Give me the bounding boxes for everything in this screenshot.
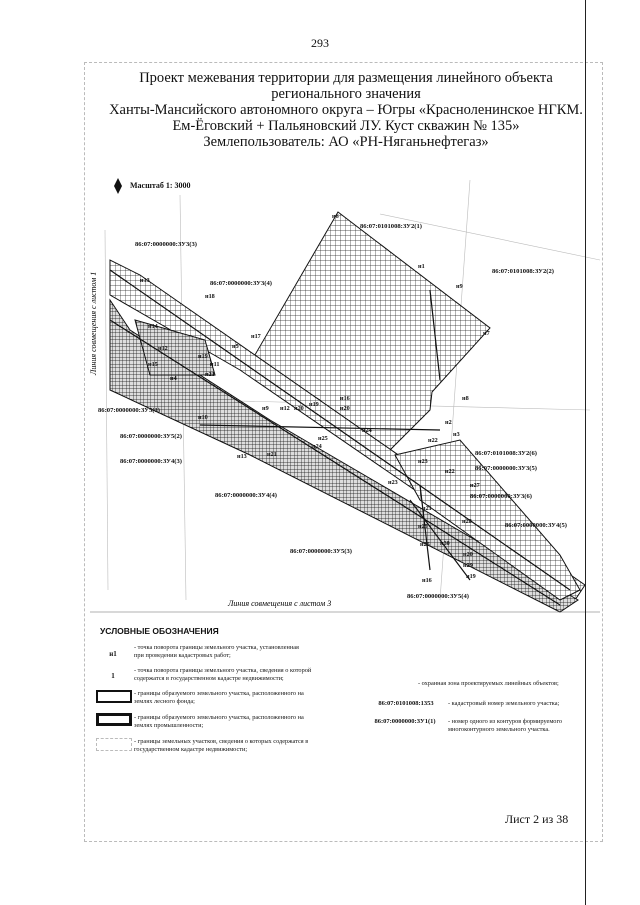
legend-symbol: 86:07:0000000:ЗУ1(1) (374, 718, 436, 725)
point-label: н20 (294, 405, 304, 412)
parcel-label: 86:07:0000000:ЗУ3(3) (135, 241, 197, 248)
legend-text: - охранная зона проектируемых линейных объектов; (418, 680, 559, 687)
legend-symbol: 1 (111, 672, 115, 680)
scan-edge-line (585, 0, 586, 905)
point-label: н24 (362, 427, 372, 434)
point-label: н21 (205, 371, 215, 378)
parcel-label: 86:07:0000000:ЗУ3(4) (210, 280, 272, 287)
point-label: н4 (170, 375, 177, 382)
point-label: н16 (340, 395, 350, 402)
point-label: н19 (466, 573, 476, 580)
point-label: н25 (418, 523, 428, 530)
point-label: н9 (262, 405, 269, 412)
point-label: н14 (148, 323, 158, 330)
point-label: н29 (463, 562, 473, 569)
legend-heading: УСЛОВНЫЕ ОБОЗНАЧЕНИЯ (100, 626, 219, 636)
point-label: н20 (340, 405, 350, 412)
point-label: н10 (198, 414, 208, 421)
parcel-label: 86:07:0000000:ЗУ4(3) (120, 458, 182, 465)
legend-swatch-industrial (96, 713, 132, 726)
match-line-label-top: Линия совмещения с листом 1 (89, 271, 98, 375)
legend-text: - границы образуемого земельного участка, расположенного на землях лесного фонда; (134, 690, 304, 705)
point-label: н7 (483, 330, 490, 337)
parcel-label: 86:07:0000000:ЗУ5(2) (120, 433, 182, 440)
point-label: н24 (312, 443, 322, 450)
point-label: н3 (453, 431, 460, 438)
point-label: н30 (440, 540, 450, 547)
point-label: н8 (462, 395, 469, 402)
title-line: регионального значения (271, 86, 421, 102)
legend-text: - границы образуемого земельного участка, расположенного на землях промышленности; (134, 714, 304, 729)
point-label: н18 (205, 293, 215, 300)
parcel-label: 86:07:0101008:ЗУ2(2) (492, 268, 554, 275)
parcel-label: 86:07:0000000:ЗУ5(4) (407, 593, 469, 600)
parcel-label: 86:07:0000000:ЗУ4(5) (505, 522, 567, 529)
parcel-label: 86:07:0000000:ЗУ3(5) (475, 465, 537, 472)
parcel-label: 86:07:0000000:ЗУ5(3) (290, 548, 352, 555)
title-line: Ханты-Мансийского автономного округа – Югры «Красноленинское НГКМ. (109, 102, 583, 118)
point-label: н17 (251, 333, 261, 340)
point-label: н2 (445, 419, 452, 426)
point-label: н27 (470, 482, 480, 489)
point-label: н19 (198, 353, 208, 360)
point-label: н23 (388, 479, 398, 486)
point-label: н25 (318, 435, 328, 442)
point-label: н15 (148, 361, 158, 368)
point-label: н9 (456, 283, 463, 290)
legend-symbol: 86:07:0101008:1353 (378, 700, 434, 707)
point-label: н6 (332, 213, 339, 220)
parcel-polygon-zu2 (252, 212, 490, 460)
map-scale: Масштаб 1: 3000 (130, 181, 191, 190)
parcel-label: 86:07:0000000:ЗУ5(1) (98, 407, 160, 414)
point-label: н19 (309, 401, 319, 408)
point-label: н16 (422, 577, 432, 584)
point-label: н11 (210, 361, 220, 368)
point-label: н21 (267, 451, 277, 458)
legend-text: - границы земельных участков, сведения о которых содержатся в государственном кадастре недвижимости; (134, 738, 309, 753)
point-label: н21 (422, 505, 432, 512)
legend-swatch-cadastral (96, 738, 132, 751)
legend-text: - точка поворота границы земельного участка, установленная при проведении кадастровых работ; (134, 644, 299, 659)
point-label: н12 (158, 345, 168, 352)
parcel-label: 86:07:0000000:ЗУ3(6) (470, 493, 532, 500)
parcel-label: 86:07:0101008:ЗУ2(6) (475, 450, 537, 457)
point-label: н20 (463, 551, 473, 558)
legend-text: - номер одного из контуров формируемого многоконтурного земельного участка. (448, 718, 563, 733)
title-line: Проект межевания территории для размещения линейного объекта (139, 70, 553, 86)
legend-swatch-forest (96, 690, 132, 703)
point-label: н13 (140, 277, 150, 284)
point-label: н5 (232, 343, 239, 350)
point-label: н13 (237, 453, 247, 460)
parcel-label: 86:07:0000000:ЗУ4(4) (215, 492, 277, 499)
point-label: н26 (420, 541, 430, 548)
page-number: 293 (311, 36, 329, 50)
legend-text: - кадастровый номер земельного участка; (448, 700, 560, 707)
north-arrow-icon (114, 178, 122, 194)
point-label: н22 (445, 468, 455, 475)
title-line: Землепользователь: АО «РН-Няганьнефтегаз» (203, 134, 489, 150)
match-line-label-bottom: Линия совмещения с листом 3 (228, 599, 332, 608)
point-label: н12 (280, 405, 290, 412)
point-label: н22 (428, 437, 438, 444)
sheet-number: Лист 2 из 38 (505, 812, 569, 826)
parcel-label: 86:07:0101008:ЗУ2(1) (360, 223, 422, 230)
point-label: н1 (418, 263, 425, 270)
point-label: н28 (462, 518, 472, 525)
title-line: Ем-Ёговский + Пальяновский ЛУ. Куст скважин № 135» (172, 118, 520, 134)
legend-symbol: н1 (109, 650, 117, 658)
legend-text: - точка поворота границы земельного участка, сведения о которой содержатся в государственном кадастре недвижимости; (134, 667, 312, 682)
point-label: н23 (418, 458, 428, 465)
